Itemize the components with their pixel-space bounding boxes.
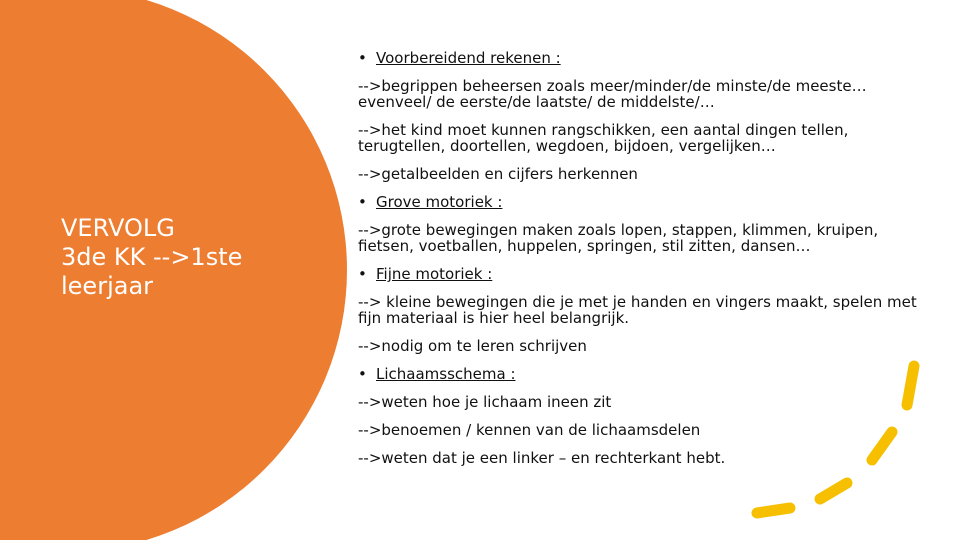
body-line: -->benoemen / kennen van de lichaamsdelen	[358, 421, 701, 439]
body-line: -->grote bewegingen maken zoals lopen, stappen, klimmen, kruipen, fietsen, voetballen, huppelen, springen, stil zitten, dansen…	[358, 221, 879, 255]
bullet-icon: •	[358, 49, 367, 67]
heading-text: Fijne motoriek :	[376, 265, 493, 283]
body-line: --> kleine bewegingen die je met je handen en vingers maakt, spelen met fijn materiaal is hier heel belangrijk.	[358, 293, 917, 327]
content-body	[358, 50, 918, 478]
heading-lichaamsschema	[358, 366, 918, 382]
slide-title	[61, 214, 301, 301]
heading-fijne-motoriek	[358, 266, 918, 282]
title-line-1: VERVOLG	[61, 214, 175, 242]
heading-text: Voorbereidend rekenen :	[376, 49, 561, 67]
body-line: -->begrippen beheersen zoals meer/minder/de minste/de meeste…evenveel/ de eerste/de laatste/ de middelste/…	[358, 77, 867, 111]
bullet-icon: •	[358, 365, 367, 383]
heading-voorbereidend-rekenen	[358, 50, 918, 66]
body-line: -->het kind moet kunnen rangschikken, een aantal dingen tellen, terugtellen, doortellen, wegdoen, bijdoen, vergelijken…	[358, 121, 849, 155]
title-line-3: leerjaar	[61, 272, 154, 300]
heading-text: Lichaamsschema :	[376, 365, 516, 383]
title-line-2: 3de KK -->1ste	[61, 243, 243, 271]
bullet-icon: •	[358, 193, 367, 211]
body-line: -->weten hoe je lichaam ineen zit	[358, 393, 612, 411]
heading-text: Grove motoriek :	[376, 193, 503, 211]
body-line: -->weten dat je een linker – en rechterkant hebt.	[358, 449, 726, 467]
bullet-icon: •	[358, 265, 367, 283]
body-line: -->nodig om te leren schrijven	[358, 337, 587, 355]
body-line: -->getalbeelden en cijfers herkennen	[358, 165, 638, 183]
heading-grove-motoriek	[358, 194, 918, 210]
